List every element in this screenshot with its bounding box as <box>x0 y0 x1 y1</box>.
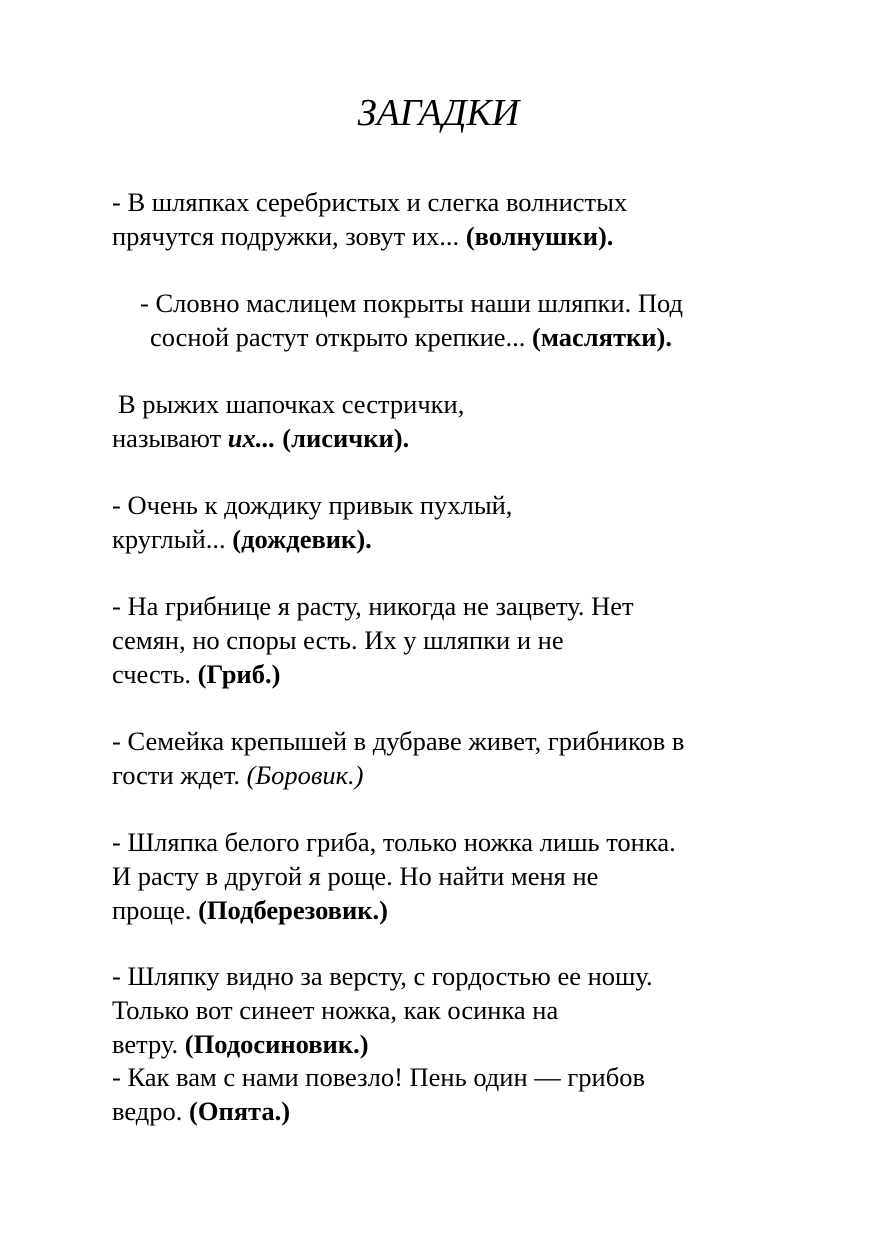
riddle-line <box>112 421 792 455</box>
riddle-opyata <box>112 1060 792 1128</box>
riddle-lisichki <box>112 387 792 455</box>
riddle-answer: (лисички). <box>282 423 410 453</box>
riddle-line: Только вот синеет ножка, как осинка на <box>112 995 559 1025</box>
riddle-text-italic: их... <box>227 423 276 453</box>
riddle-line: - Словно маслицем покрыты наши шляпки. Под <box>140 288 683 318</box>
riddle-answer: (Подосиновик.) <box>184 1029 369 1059</box>
riddle-line <box>112 320 792 354</box>
riddle-dozhdevik <box>112 488 792 556</box>
riddle-line: - Шляпка белого гриба, только ножка лишь тонка. <box>112 827 676 857</box>
riddle-answer: (волнушки). <box>465 221 614 251</box>
riddle-grib <box>112 589 792 691</box>
riddle-answer: (Гриб.) <box>197 659 281 689</box>
riddle-line: И расту в другой я роще. Но найти меня не <box>112 861 599 891</box>
riddle-podberezovik <box>112 825 792 927</box>
riddle-answer: (Подберезовик.) <box>198 895 388 925</box>
riddle-text: ветру. <box>112 1029 185 1059</box>
riddle-line <box>112 893 792 927</box>
page-title: ЗАГАДКИ <box>357 92 520 134</box>
riddle-line: В рыжих шапочках сестрички, <box>118 389 465 419</box>
riddle-text: гости ждет. <box>112 760 247 790</box>
riddle-answer: (маслятки). <box>532 322 672 352</box>
riddle-line <box>112 758 792 792</box>
riddle-text: счесть. <box>112 659 198 689</box>
riddle-text: прячутся подружки, зовут их... <box>112 221 466 251</box>
riddle-line <box>112 522 792 556</box>
riddle-text: проще. <box>112 895 199 925</box>
riddle-line: - На грибнице я расту, никогда не зацвету. Нет <box>112 591 634 621</box>
riddle-line: - Очень к дождику привык пухлый, <box>112 490 513 520</box>
riddle-answer: (дождевик). <box>232 524 372 554</box>
riddle-text: сосной растут открыто крепкие... <box>150 322 533 352</box>
riddle-volnushki <box>112 185 792 253</box>
riddle-maslyatki <box>112 286 792 354</box>
riddle-text: круглый... <box>112 524 233 554</box>
riddle-podosinovik <box>112 959 792 1061</box>
riddle-text: называют <box>112 423 228 453</box>
riddle-line: семян, но споры есть. Их у шляпки и не <box>112 625 564 655</box>
riddle-answer: (Опята.) <box>189 1096 291 1126</box>
riddle-line: - В шляпках серебристых и слегка волнистых <box>112 187 628 217</box>
riddle-line <box>112 1094 792 1128</box>
riddle-line: - Семейка крепышей в дубраве живет, грибников в <box>112 726 685 756</box>
riddle-line: - Как вам с нами повезло! Пень один — грибов <box>112 1062 645 1092</box>
riddle-line <box>112 219 792 253</box>
riddle-borovik <box>112 724 792 792</box>
riddle-answer: (Боровик.) <box>246 760 364 790</box>
riddle-line: - Шляпку видно за версту, с гордостью ее ношу. <box>112 961 653 991</box>
riddle-text: ведро. <box>112 1096 190 1126</box>
riddle-line <box>112 657 792 691</box>
riddle-line <box>112 1027 792 1061</box>
